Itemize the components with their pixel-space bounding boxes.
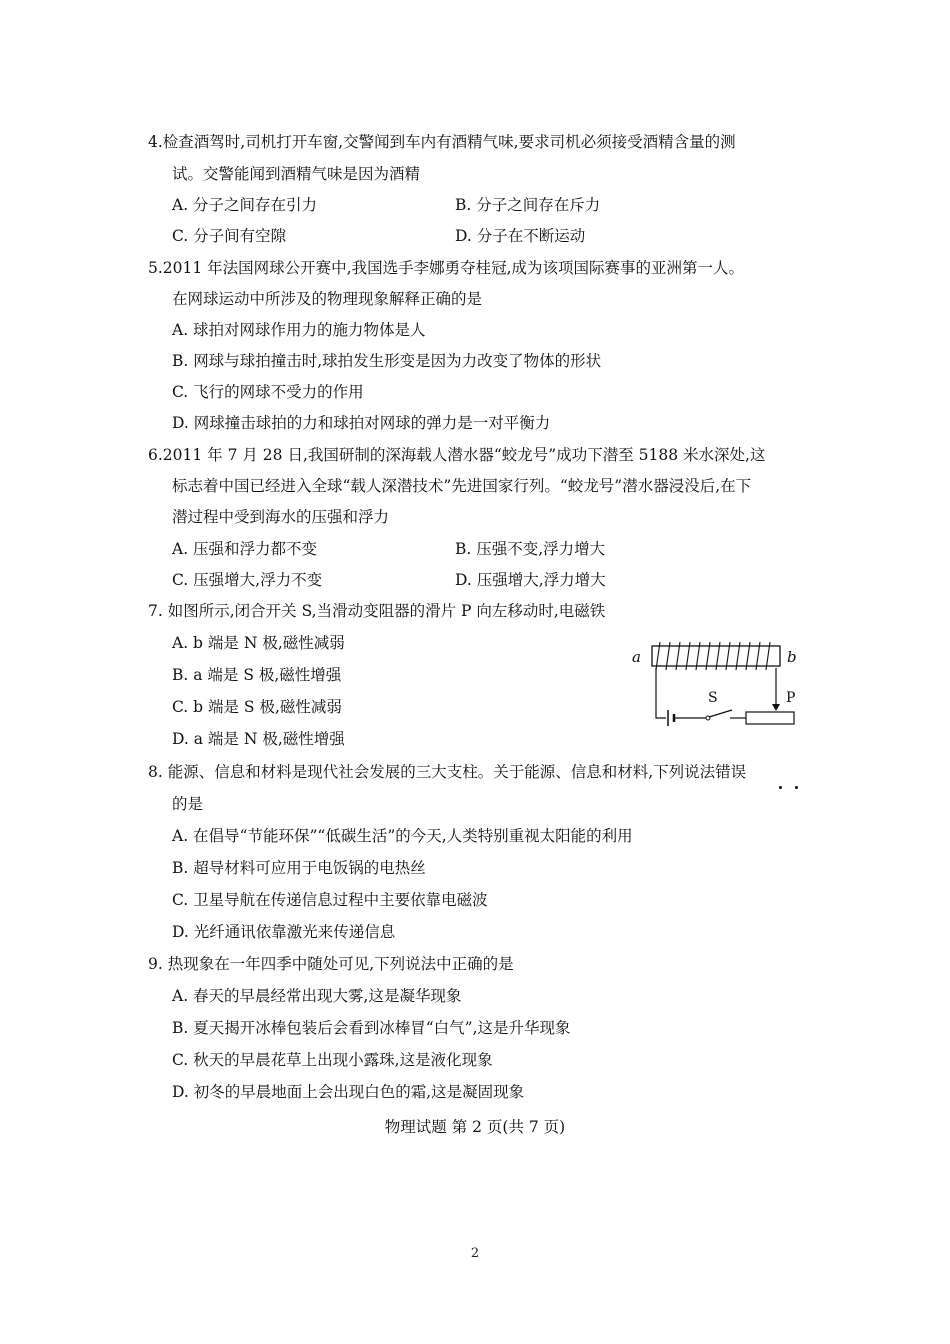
page-number: 2: [470, 1246, 480, 1261]
q5-option-d: D. 网球撞击球拍的力和球拍对网球的弹力是一对平衡力: [172, 414, 551, 432]
emphasis-dot: [779, 786, 782, 789]
q9-option-c: C. 秋天的早晨花草上出现小露珠,这是液化现象: [172, 1051, 493, 1069]
q5-option-c: C. 飞行的网球不受力的作用: [172, 383, 364, 401]
slider-label: P: [786, 690, 796, 706]
end-a-label: a: [632, 648, 641, 666]
emphasis-dot: [795, 786, 798, 789]
q6-line-1: 6.2011 年 7 月 28 日,我国研制的深海载人潜水器“蛟龙号”成功下潜至 5188 米水深处,这: [148, 446, 766, 464]
q6-option-d: D. 压强增大,浮力增大: [455, 571, 606, 589]
q6-line-2: 标志着中国已经进入全球“载人深潜技术”先进国家行列。“蛟龙号”潜水器浸没后,在下: [172, 477, 752, 495]
q4-option-c: C. 分子间有空隙: [172, 227, 287, 245]
q4-option-a: A. 分子之间存在引力: [172, 196, 318, 214]
q9-option-b: B. 夏天揭开冰棒包装后会看到冰棒冒“白气”,这是升华现象: [172, 1019, 571, 1037]
page-footer: 物理试题 第 2 页(共 7 页): [384, 1118, 566, 1136]
electromagnet-circuit-diagram: [630, 638, 810, 738]
q7-line-1: 7. 如图所示,闭合开关 S,当滑动变阻器的滑片 P 向左移动时,电磁铁: [148, 602, 606, 620]
q8-line-1: 8. 能源、信息和材料是现代社会发展的三大支柱。关于能源、信息和材料,下列说法错误: [148, 763, 747, 781]
q5-option-a: A. 球拍对网球作用力的施力物体是人: [172, 321, 426, 339]
rheostat-body: [746, 712, 794, 724]
q5-line-2: 在网球运动中所涉及的物理现象解释正确的是: [172, 290, 483, 308]
q6-option-a: A. 压强和浮力都不变: [172, 540, 318, 558]
q7-option-d: D. a 端是 N 极,磁性增强: [172, 730, 345, 748]
q4-option-d: D. 分子在不断运动: [455, 227, 586, 245]
q8-option-a: A. 在倡导“节能环保”“低碳生活”的今天,人类特别重视太阳能的利用: [172, 827, 633, 845]
q6-option-c: C. 压强增大,浮力不变: [172, 571, 323, 589]
q7-option-a: A. b 端是 N 极,磁性减弱: [172, 634, 345, 652]
q9-option-d: D. 初冬的早晨地面上会出现白色的霜,这是凝固现象: [172, 1083, 525, 1101]
q9-option-a: A. 春天的早晨经常出现大雾,这是凝华现象: [172, 987, 462, 1005]
switch-label: S: [708, 690, 718, 706]
switch-blade: [709, 710, 732, 717]
q5-line-1: 5.2011 年法国网球公开赛中,我国选手李娜勇夺桂冠,成为该项国际赛事的亚洲第一人。: [148, 259, 745, 277]
q8-line-2: 的是: [172, 795, 204, 813]
q7-option-b: B. a 端是 S 极,磁性增强: [172, 666, 342, 684]
q9-line-1: 9. 热现象在一年四季中随处可见,下列说法中正确的是: [148, 955, 514, 973]
q7-option-c: C. b 端是 S 极,磁性减弱: [172, 698, 342, 716]
circuit-svg: [630, 638, 810, 738]
q8-option-d: D. 光纤通讯依靠激光来传递信息: [172, 923, 396, 941]
q6-line-3: 潜过程中受到海水的压强和浮力: [172, 508, 390, 526]
q5-option-b: B. 网球与球拍撞击时,球拍发生形变是因为力改变了物体的形状: [172, 352, 602, 370]
electromagnet-core: [652, 646, 780, 666]
q8-option-b: B. 超导材料可应用于电饭锅的电热丝: [172, 859, 426, 877]
q8-option-c: C. 卫星导航在传递信息过程中主要依靠电磁波: [172, 891, 488, 909]
q4-option-b: B. 分子之间存在斥力: [455, 196, 601, 214]
q4-line-2: 试。交警能闻到酒精气味是因为酒精: [172, 165, 421, 183]
q6-option-b: B. 压强不变,浮力增大: [455, 540, 606, 558]
wire-left: [656, 668, 666, 718]
end-b-label: b: [787, 648, 797, 666]
q4-line-1: 4.检查酒驾时,司机打开车窗,交警闻到车内有酒精气味,要求司机必须接受酒精含量的测: [148, 133, 736, 151]
slider-arrow: [772, 704, 780, 711]
